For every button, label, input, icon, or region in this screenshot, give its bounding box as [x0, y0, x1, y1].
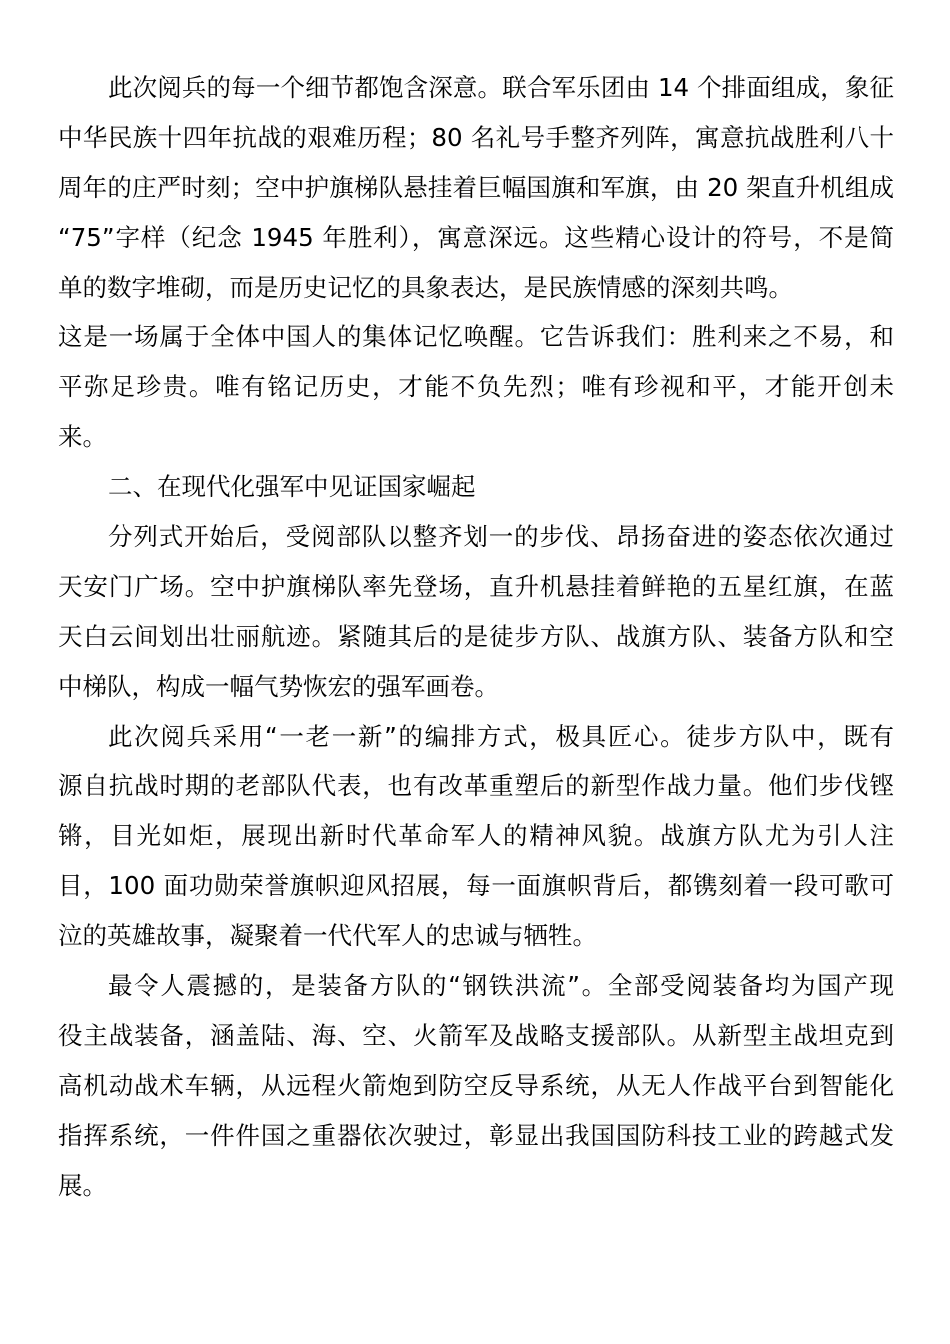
section-heading — [58, 462, 894, 512]
section-heading-text: 二、在现代化强军中见证国家崛起 — [108, 472, 476, 502]
paragraph-collective-memory — [58, 312, 894, 462]
text-line: 天安门广场。空中护旗梯队率先登场，直升机悬挂着鲜艳的五星红旗，在蓝 — [58, 571, 894, 601]
text-line: 单的数字堆砌，而是历史记忆的具象表达，是民族情感的深刻共鸣。 — [58, 272, 793, 302]
text-line: 锵，目光如炬，展现出新时代革命军人的精神风貌。战旗方队尤为引人注 — [58, 821, 894, 851]
text-line: 目，100 面功勋荣誉旗帜迎风招展，每一面旗帜背后，都镌刻着一段可歌可 — [58, 871, 894, 901]
text-line: 最令人震撼的，是装备方队的“钢铁洪流”。全部受阅装备均为国产现 — [108, 971, 894, 1001]
document-page — [58, 63, 894, 1210]
text-line: 中华民族十四年抗战的艰难历程；80 名礼号手整齐列阵，寓意抗战胜利八十 — [58, 122, 894, 152]
text-line: 平弥足珍贵。唯有铭记历史，才能不负先烈；唯有珍视和平，才能开创未 — [58, 372, 894, 402]
text-line: 此次阅兵的每一个细节都饱含深意。联合军乐团由 14 个排面组成，象征 — [108, 73, 894, 102]
text-line: 泣的英雄故事，凝聚着一代代军人的忠诚与牺牲。 — [58, 921, 597, 951]
text-line: 源自抗战时期的老部队代表，也有改革重塑后的新型作战力量。他们步伐铿 — [58, 771, 894, 801]
text-line: 此次阅兵采用“一老一新”的编排方式，极具匠心。徒步方队中，既有 — [108, 721, 894, 751]
text-line: 役主战装备，涵盖陆、海、空、火箭军及战略支援部队。从新型主战坦克到 — [58, 1020, 894, 1050]
text-line: 高机动战术车辆，从远程火箭炮到防空反导系统，从无人作战平台到智能化 — [58, 1070, 894, 1100]
text-line: 周年的庄严时刻；空中护旗梯队悬挂着巨幅国旗和军旗，由 20 架直升机组成 — [58, 172, 894, 202]
text-line: 这是一场属于全体中国人的集体记忆唤醒。它告诉我们：胜利来之不易，和 — [58, 322, 894, 352]
text-line: “75”字样（纪念 1945 年胜利），寓意深远。这些精心设计的符号，不是简 — [58, 222, 894, 252]
text-line: 分列式开始后，受阅部队以整齐划一的步伐、昂扬奋进的姿态依次通过 — [108, 522, 894, 552]
paragraph-parade-details — [58, 63, 894, 312]
paragraph-march-past — [58, 512, 894, 712]
text-line: 展。 — [58, 1170, 107, 1200]
paragraph-old-and-new — [58, 712, 894, 961]
text-line: 中梯队，构成一幅气势恢宏的强军画卷。 — [58, 671, 499, 701]
text-line: 天白云间划出壮丽航迹。紧随其后的是徒步方队、战旗方队、装备方队和空 — [58, 621, 894, 651]
text-line: 来。 — [58, 422, 107, 452]
text-line: 指挥系统，一件件国之重器依次驶过，彰显出我国国防科技工业的跨越式发 — [58, 1120, 894, 1150]
paragraph-equipment — [58, 961, 894, 1210]
